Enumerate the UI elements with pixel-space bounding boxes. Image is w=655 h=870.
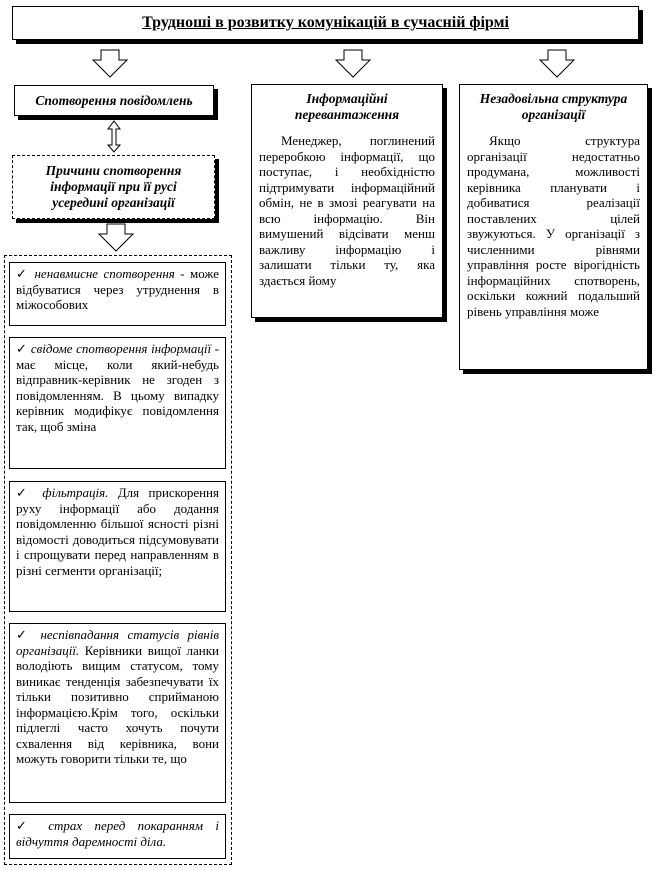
causes-header-box: [12, 155, 215, 219]
cause-text: Для прискорення руху інформації або додання повідомленню більшої ясності різні відомості доводиться підсумовувати і спрощувати перед направленням в різні сегменти організації;: [16, 485, 219, 578]
cause-term: фільтрація.: [42, 485, 109, 500]
bad-structure-box: [459, 84, 648, 370]
bad-structure-text: Якщо структура організації недостатньо продумана, можливості керівника планувати і добиватися реалізації поставлених цілей звужуються. У організації з численними рівнями управління росте вірогідність інформаційних спотворень, оскільки кожний подальший рівень управління може: [467, 133, 640, 319]
info-overload-box: [251, 84, 443, 318]
cause-term: страх перед покаранням і відчуття даремності діла.: [16, 818, 220, 849]
bad-structure-header: Незадовільна структура організації: [479, 91, 628, 122]
arrow-down-icon: [92, 50, 128, 78]
cause-item: [9, 623, 226, 803]
diagram-title: Трудноші в розвитку комунікацій в сучасній фірмі: [142, 14, 509, 31]
distortion-header: Спотворення повідомлень: [35, 92, 193, 108]
causes-header: Причини спотворення інформації при її русі усередині організації: [45, 163, 182, 210]
cause-text: - має місце, коли який-небудь відправник-керівник не згоден з повідомленням. В цьому випадку керівник модифікує повідомлення так, щоб зміна: [16, 341, 219, 434]
arrow-down-icon: [98, 224, 134, 252]
check-icon: ✓: [16, 627, 33, 642]
cause-item: [9, 262, 226, 326]
double-arrow-icon: [107, 121, 121, 153]
distortion-header-box: [14, 85, 214, 116]
cause-item: [9, 337, 226, 469]
info-overload-text: Менеджер, поглинений переробкою інформації, що поступає, і необхідністю підтримувати інформаційний обмін, не в змозі реагувати на всю інформацію. Він вимушений відсівати менш важливу інформацію і залишати тільки ту, яка здається йому: [259, 133, 435, 288]
cause-term: ненавмисне спотворення: [34, 266, 175, 281]
check-icon: ✓: [16, 341, 28, 356]
cause-item: [9, 481, 226, 612]
info-overload-header: Інформаційні перевантаження: [294, 91, 400, 122]
cause-text: - може відбуватися через утруднення в міжособових: [16, 266, 219, 312]
cause-text: Керівники вищої ланки володіють вищим статусом, тому виникає тенденція забезпечувати їх тільки позитивно сприйманою інформацією.Крім того, оскільки підлеглі часто хочуть почути схвалення від керівника, вони можуть говорити тільки те, що: [16, 642, 219, 766]
check-icon: ✓: [16, 266, 30, 281]
check-icon: ✓: [16, 485, 34, 500]
cause-item: [9, 814, 226, 859]
diagram-title-box: [12, 6, 639, 40]
arrow-down-icon: [335, 50, 371, 78]
cause-term: свідоме спотворення інформації: [30, 341, 212, 356]
cause-term: неспівпадання статусів рівнів організації.: [16, 627, 219, 658]
check-icon: ✓: [16, 818, 36, 833]
arrow-down-icon: [539, 50, 575, 78]
